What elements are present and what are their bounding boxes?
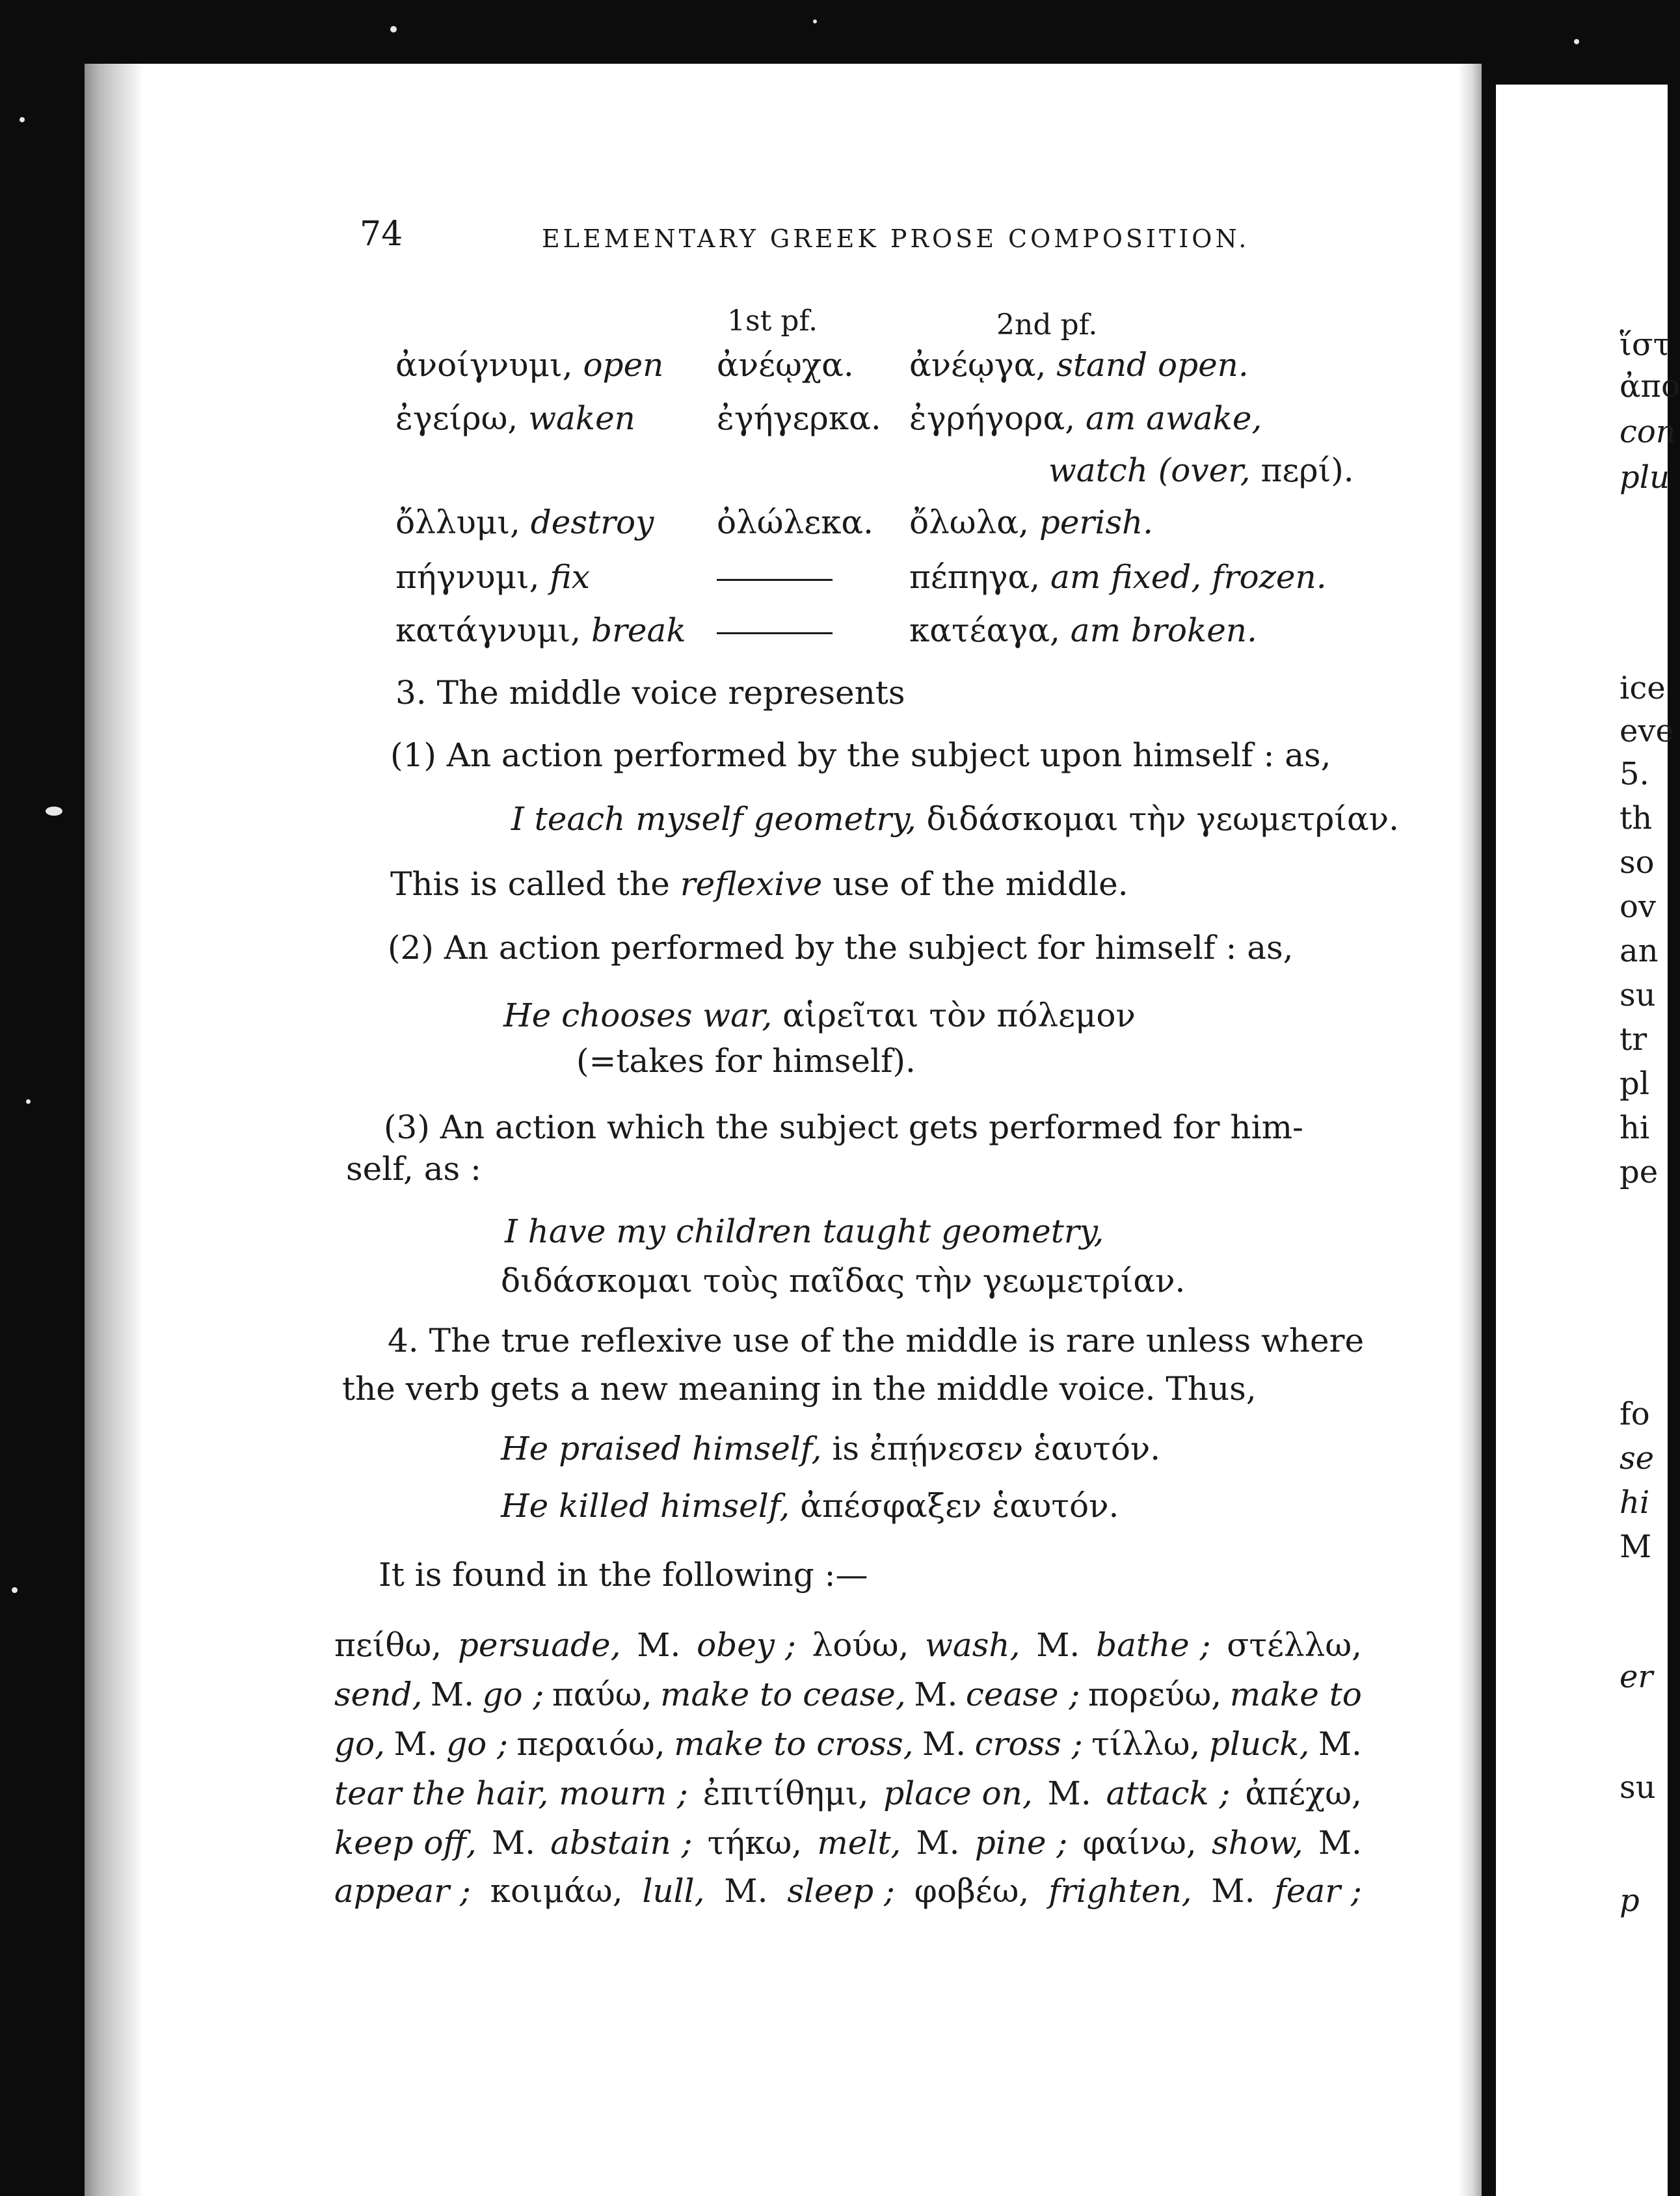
table-row-verb: πήγνυμι, fix: [395, 558, 590, 596]
facing-line: hi: [1620, 1484, 1650, 1521]
table-row-verb: ἀνοίγνυμι, open: [395, 346, 664, 384]
middle-marker: M.: [1036, 1626, 1080, 1664]
middle-marker: M.: [637, 1626, 681, 1664]
greek-word: πορεύω,: [1087, 1676, 1222, 1713]
english-gloss: tear the hair, mourn ;: [334, 1774, 688, 1812]
word-list-line: [334, 1676, 1362, 1713]
facing-line: pe: [1620, 1154, 1659, 1190]
facing-line: pl: [1620, 1065, 1650, 1102]
table-row-verb: κατάγνυμι, break: [395, 611, 686, 649]
table-row-pf1: ἀνέῳχα.: [717, 346, 854, 384]
greek-word: παύω,: [552, 1676, 652, 1713]
english-gloss: fear ;: [1274, 1872, 1362, 1910]
middle-marker: M.: [724, 1872, 768, 1910]
word-list-line: [334, 1626, 1362, 1664]
scan-speck: [1574, 39, 1579, 44]
greek-word: φοβέω,: [914, 1872, 1030, 1910]
found-in-following: It is found in the following :—: [379, 1556, 868, 1594]
middle-marker: M.: [1318, 1824, 1362, 1862]
facing-line: ov: [1620, 889, 1657, 925]
scan-speck: [813, 20, 817, 23]
section-4-line-2: the verb gets a new meaning in the middle voice. Thus,: [342, 1370, 1257, 1408]
facing-line: so: [1620, 844, 1655, 881]
facing-line: plu: [1620, 459, 1670, 496]
section-3-point-1: (1) An action performed by the subject upon himself : as,: [390, 736, 1331, 774]
middle-marker: M.: [393, 1725, 438, 1763]
english-gloss: persuade,: [457, 1626, 621, 1664]
middle-marker: M.: [1318, 1725, 1362, 1763]
english-gloss: frighten,: [1048, 1872, 1192, 1910]
section-3-point-2: (2) An action performed by the subject for himself : as,: [388, 929, 1294, 967]
word-list-line: [334, 1872, 1362, 1910]
table-dash: [717, 632, 833, 634]
example-line-greek: διδάσκομαι τοὺς παῖδας τὴν γεωμετρίαν.: [501, 1262, 1186, 1300]
greek-word: λούω,: [812, 1626, 909, 1664]
table-dash: [717, 579, 833, 581]
english-gloss: pluck,: [1208, 1725, 1310, 1763]
table-row-pf2: ἀνέῳγα, stand open.: [909, 346, 1249, 384]
facing-line: ἵστ: [1620, 327, 1671, 363]
facing-line: ἀπο: [1620, 368, 1680, 405]
facing-page: [1496, 85, 1680, 2196]
english-gloss: appear ;: [334, 1872, 471, 1910]
facing-line: an: [1620, 933, 1659, 969]
table-row-verb: ὄλλυμι, destroy: [395, 503, 654, 541]
scan-speck: [12, 1587, 18, 1593]
english-gloss: keep off,: [334, 1824, 477, 1862]
english-gloss: show,: [1211, 1824, 1303, 1862]
section-3-intro: 3. The middle voice represents: [395, 674, 905, 712]
english-gloss: make to cross,: [674, 1725, 914, 1763]
english-gloss: obey ;: [697, 1626, 796, 1664]
word-list-line: [334, 1725, 1362, 1763]
facing-line: fo: [1620, 1396, 1650, 1432]
table-row-pf2: ἐγρήγορα, am awake,: [909, 399, 1262, 437]
table-row-pf1: ἐγήγερκα.: [717, 399, 881, 437]
english-gloss: pine ;: [974, 1824, 1068, 1862]
greek-word: φαίνω,: [1082, 1824, 1197, 1862]
column-heading-2nd-pf: 2nd pf.: [996, 308, 1098, 341]
greek-word: τήκω,: [707, 1824, 803, 1862]
english-gloss: send,: [334, 1676, 423, 1713]
greek-word: τίλλω,: [1091, 1725, 1201, 1763]
table-row-verb: ἐγείρω, waken: [395, 399, 635, 437]
greek-word: πείθω,: [334, 1626, 442, 1664]
facing-line: ice: [1620, 670, 1666, 706]
facing-line: su: [1620, 977, 1656, 1013]
middle-marker: M.: [491, 1824, 536, 1862]
english-gloss: sleep ;: [787, 1872, 895, 1910]
greek-word: ἐπιτίθημι,: [702, 1774, 869, 1812]
greek-word: ἀπέχω,: [1245, 1774, 1362, 1812]
table-row-pf2: κατέαγα, am broken.: [909, 611, 1257, 649]
english-gloss: bathe ;: [1096, 1626, 1211, 1664]
scan-speck: [20, 117, 25, 122]
table-row-pf1: ὀλώλεκα.: [717, 503, 874, 541]
page-number: 74: [360, 215, 403, 254]
facing-line: hi: [1620, 1110, 1650, 1146]
scan-speck: [46, 807, 62, 816]
greek-word: περαιόω,: [516, 1725, 665, 1763]
page-right-edge: [1458, 64, 1482, 2196]
facing-line: tr: [1620, 1021, 1647, 1058]
facing-line: th: [1620, 800, 1653, 837]
example-line: I teach myself geometry, διδάσκομαι τὴν γεωμετρίαν.: [511, 800, 1400, 838]
facing-line: p: [1620, 1882, 1640, 1919]
middle-marker: M.: [916, 1824, 960, 1862]
english-gloss: go ;: [482, 1676, 544, 1713]
section-3-point-3-cont: self, as :: [346, 1150, 481, 1188]
example-line: He killed himself, ἀπέσφαξεν ἑαυτόν.: [501, 1487, 1119, 1525]
facing-line: eve: [1620, 713, 1674, 749]
greek-word: στέλλω,: [1227, 1626, 1362, 1664]
english-gloss: cross ;: [974, 1725, 1083, 1763]
facing-line: 5.: [1620, 756, 1649, 792]
middle-marker: M.: [922, 1725, 967, 1763]
english-gloss: go ;: [446, 1725, 508, 1763]
english-gloss: cease ;: [965, 1676, 1080, 1713]
english-gloss: make to cease,: [660, 1676, 906, 1713]
english-gloss: lull,: [642, 1872, 705, 1910]
middle-marker: M.: [1211, 1872, 1255, 1910]
word-list-line: [334, 1774, 1362, 1812]
middle-marker: M.: [914, 1676, 958, 1713]
english-gloss: go,: [334, 1725, 386, 1763]
english-gloss: melt,: [817, 1824, 901, 1862]
english-gloss: wash,: [925, 1626, 1020, 1664]
table-row-pf2: πέπηγα, am fixed, frozen.: [909, 558, 1327, 596]
page-gutter-shadow: [85, 64, 143, 2196]
section-3-point-3: (3) An action which the subject gets performed for him-: [384, 1108, 1303, 1146]
note-line: This is called the reflexive use of the middle.: [390, 865, 1128, 903]
english-gloss: place on,: [883, 1774, 1033, 1812]
table-row-pf2-continued: watch (over, περί).: [1048, 451, 1354, 489]
running-head: ELEMENTARY GREEK PROSE COMPOSITION.: [542, 224, 1250, 253]
facing-line: con: [1620, 414, 1676, 450]
english-gloss: abstain ;: [550, 1824, 693, 1862]
example-line: I have my children taught geometry,: [505, 1212, 1104, 1250]
english-gloss: make to: [1229, 1676, 1362, 1713]
table-row-pf2: ὄλωλα, perish.: [909, 503, 1154, 541]
facing-line: er: [1620, 1659, 1653, 1695]
example-line: He chooses war, αἱρεῖται τὸν πόλεμον: [503, 997, 1136, 1034]
facing-line: se: [1620, 1440, 1655, 1477]
middle-marker: M.: [1047, 1774, 1091, 1812]
word-list-line: [334, 1824, 1362, 1862]
scan-speck: [26, 1099, 31, 1104]
scan-speck: [390, 26, 397, 33]
facing-line: su: [1620, 1769, 1656, 1806]
example-note: (=takes for himself).: [576, 1042, 916, 1080]
facing-line: M: [1620, 1529, 1652, 1565]
example-line: He praised himself, is ἐπῄνεσεν ἑαυτόν.: [501, 1430, 1161, 1467]
english-gloss: attack ;: [1106, 1774, 1231, 1812]
greek-word: κοιμάω,: [490, 1872, 623, 1910]
section-4-line-1: 4. The true reflexive use of the middle is rare unless where: [388, 1322, 1365, 1359]
column-heading-1st-pf: 1st pf.: [727, 304, 818, 338]
middle-marker: M.: [430, 1676, 474, 1713]
